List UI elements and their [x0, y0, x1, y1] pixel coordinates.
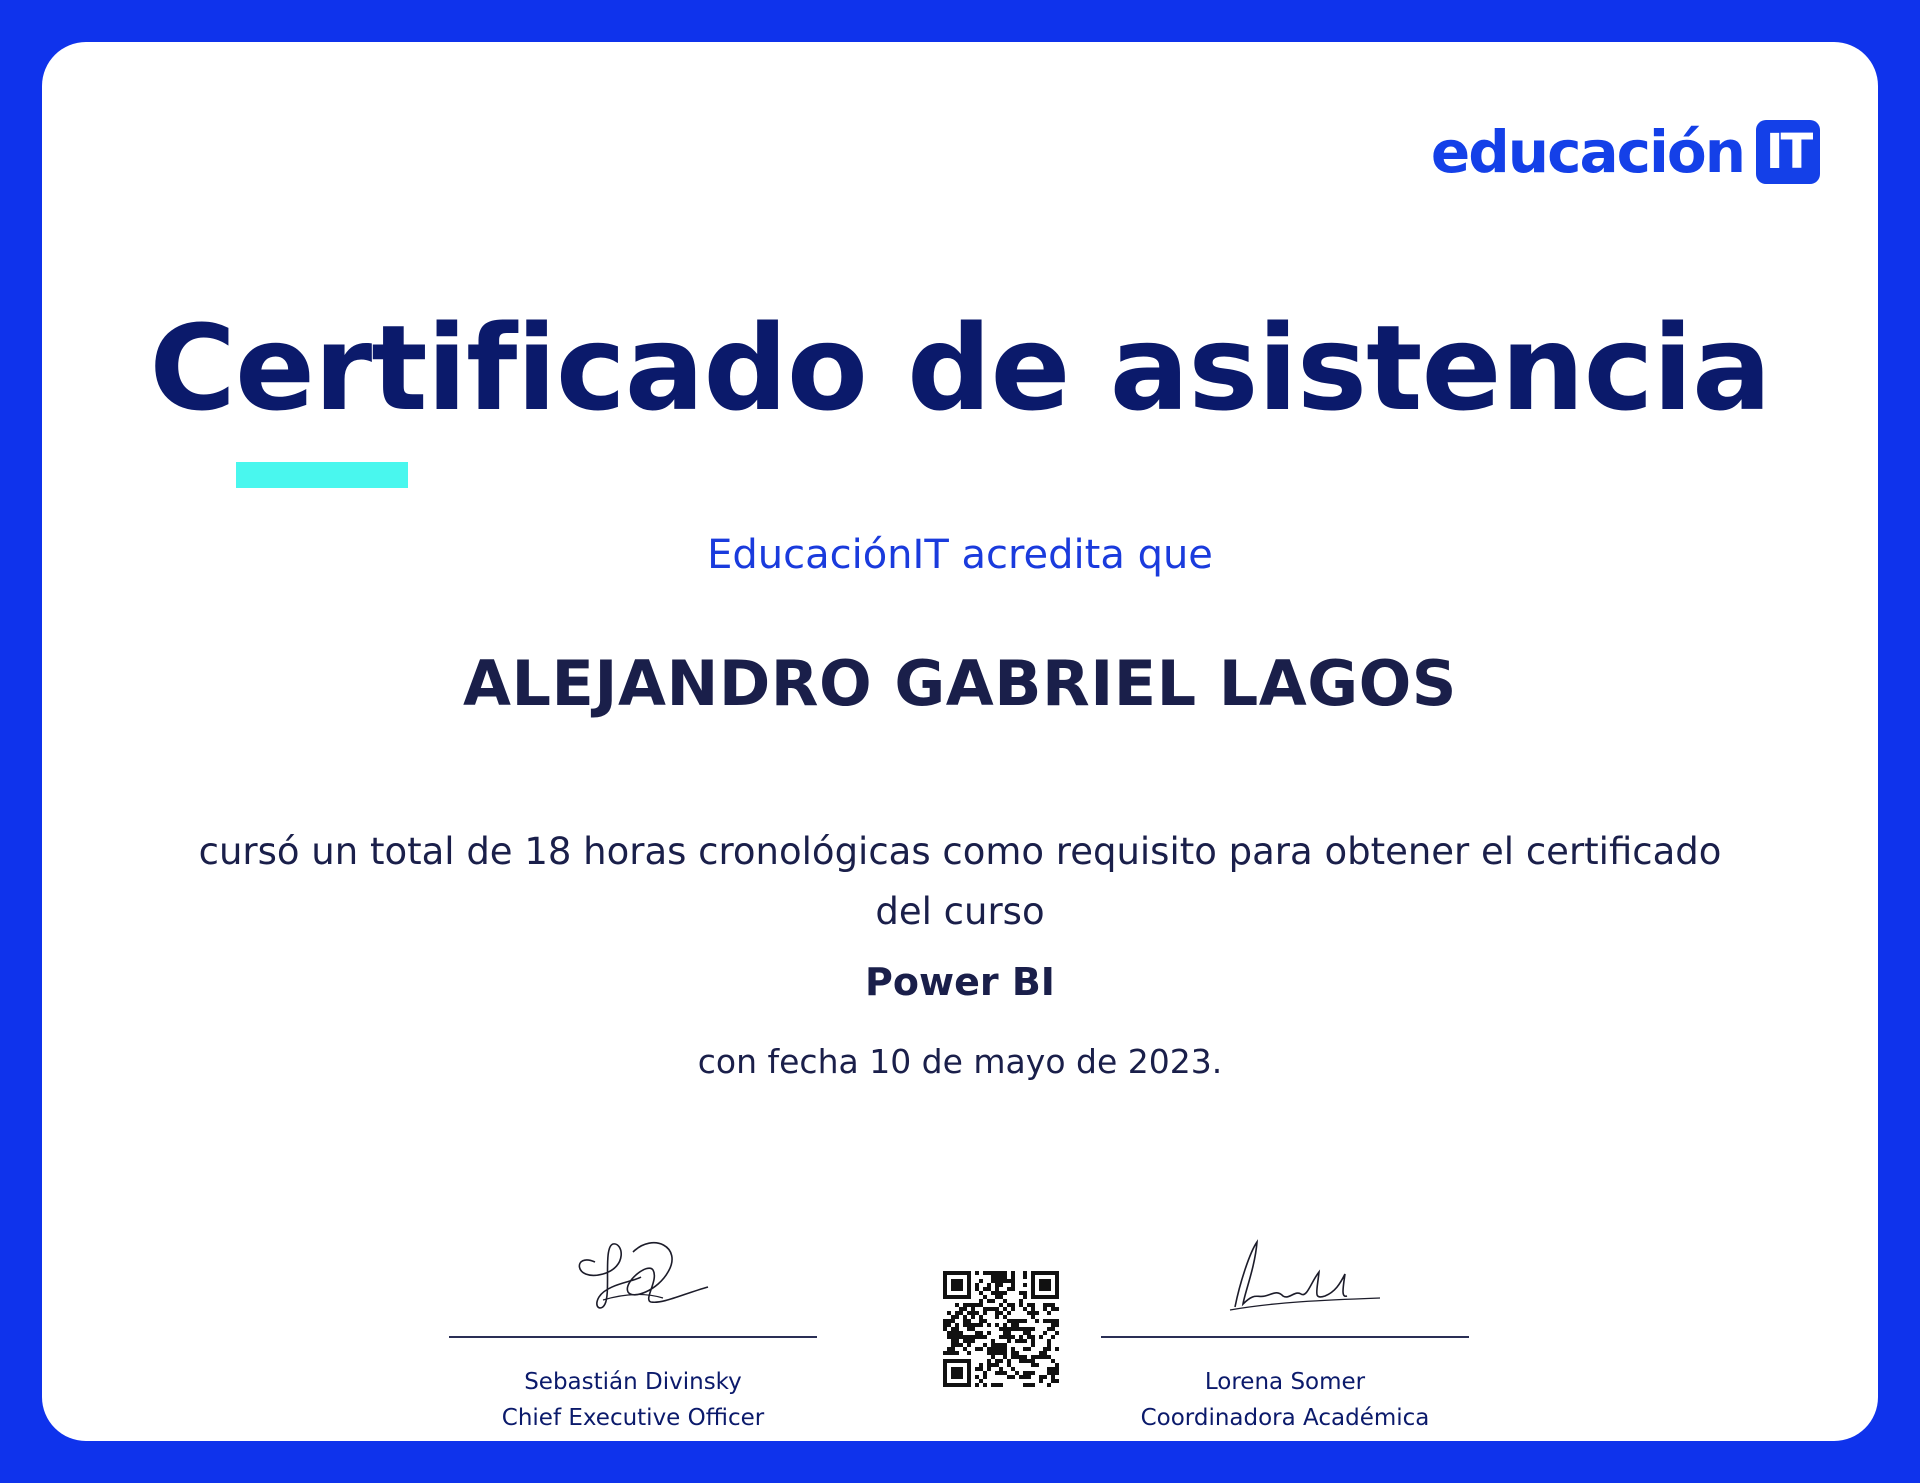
signature-line-ceo	[449, 1336, 817, 1338]
body-line-2: del curso	[875, 890, 1045, 933]
signature-line-coordinator	[1101, 1336, 1469, 1338]
verification-qr-code[interactable]	[943, 1271, 1059, 1387]
logo-wordmark: educación	[1430, 118, 1744, 186]
educacionit-logo	[1431, 112, 1820, 192]
signature-block-ceo	[449, 1222, 817, 1436]
certificate-date: con fecha 10 de mayo de 2023.	[697, 1042, 1223, 1081]
signatory-name-coordinator: Lorena Somer	[1204, 1369, 1366, 1395]
signatory-name-ceo: Sebastián Divinsky	[524, 1369, 742, 1395]
signatory-role-coordinator: Coordinadora Académica	[1140, 1405, 1430, 1431]
certificate-title: Certificado de asistencia	[149, 299, 1771, 437]
student-name: ALEJANDRO GABRIEL LAGOS	[463, 647, 1457, 720]
course-name: Power BI	[865, 960, 1055, 1004]
logo-it-badge: IT	[1756, 120, 1820, 184]
certificate-card	[42, 42, 1878, 1441]
certificate-body	[192, 822, 1728, 942]
accreditation-text: EducaciónIT acredita que	[707, 532, 1213, 578]
accent-bar	[236, 462, 408, 488]
signature-image-ceo	[533, 1222, 733, 1322]
signature-block-coordinator	[1101, 1222, 1469, 1436]
signatory-role-ceo: Chief Executive Officer	[501, 1405, 765, 1431]
signature-image-coordinator	[1185, 1222, 1385, 1322]
body-line-1: cursó un total de 18 horas cronológicas como requisito para obtener el certificado	[198, 830, 1722, 873]
